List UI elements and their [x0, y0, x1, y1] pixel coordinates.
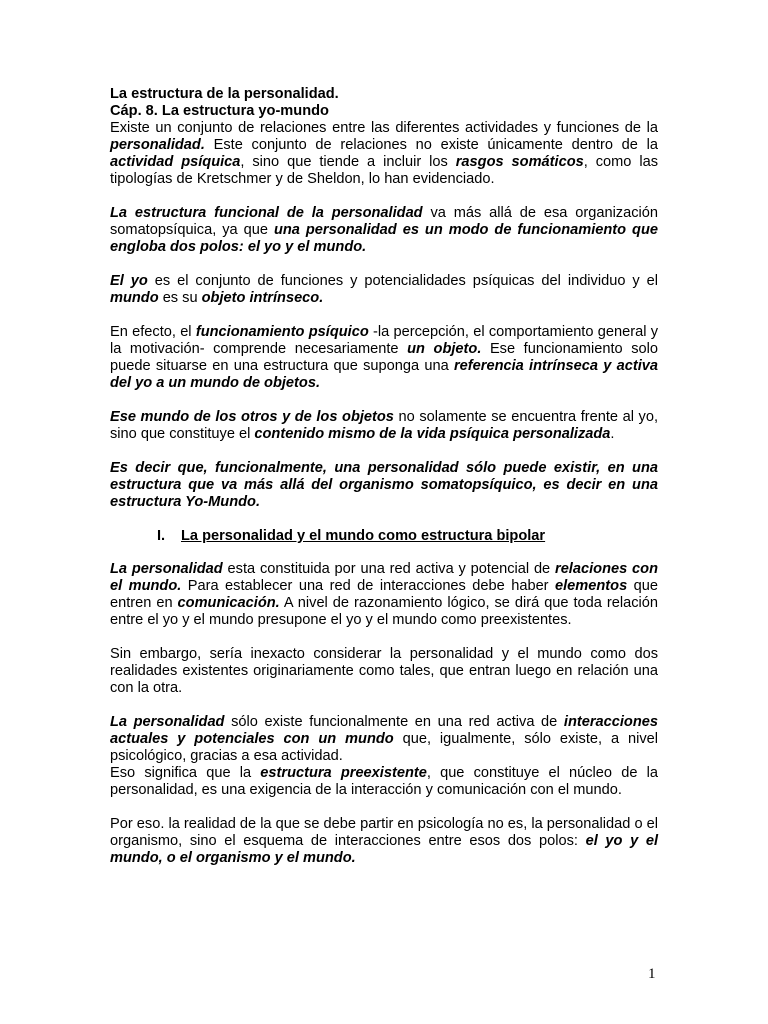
body-text: que, igualmente, sólo existe, a nivel psicológico, gracias a esa actividad.	[110, 731, 658, 764]
emphasis-text: una personalidad es un modo de funcionamiento que engloba dos polos: el yo y el mundo.	[110, 222, 658, 255]
paragraph	[110, 646, 658, 697]
body-text: que entren en	[110, 578, 658, 611]
emphasis-text: un objeto.	[407, 341, 482, 357]
paragraph	[110, 324, 658, 392]
emphasis-text: Ese mundo de los otros y de los objetos	[110, 409, 394, 425]
body-text: , como las tipologías de Kretschmer y de Sheldon, lo han evidenciado.	[110, 154, 658, 187]
paragraph	[110, 120, 658, 188]
intro-section	[110, 120, 658, 511]
body-text: va más allá de esa organización somatopsíquica, ya que	[110, 205, 658, 238]
body-text: A nivel de razonamiento lógico, se dirá que toda relación entre el yo y el mundo presupone el yo y el mundo como preexistentes.	[110, 595, 658, 628]
emphasis-text: funcionamiento psíquico	[195, 324, 369, 340]
emphasis-text: contenido mismo de la vida psíquica personalizada	[254, 426, 611, 442]
emphasis-text: comunicación.	[177, 595, 280, 611]
emphasis-text: objeto intrínseco.	[201, 290, 324, 306]
body-text: -la percepción, el comportamiento general y la motivación- comprende necesariamente	[110, 324, 658, 357]
emphasis-text: estructura preexistente	[260, 765, 427, 781]
paragraph	[110, 273, 658, 307]
paragraph	[110, 714, 658, 765]
paragraph	[110, 409, 658, 443]
body-text: Existe un conjunto de relaciones entre las diferentes actividades y funciones de la	[110, 120, 658, 136]
body-text: , que constituye el núcleo de la personalidad, es una exigencia de la interacción y comunicación con el mundo.	[110, 765, 658, 798]
emphasis-text: referencia intrínseca y activa del yo a un mundo de objetos.	[110, 358, 659, 391]
body-text: Por eso. la realidad de la que se debe partir en psicología no es, la personalidad o el organismo, sino el esquema de interacciones entre esos dos polos:	[110, 816, 658, 849]
emphasis-text: La personalidad	[110, 561, 223, 577]
paragraph	[110, 816, 658, 867]
emphasis-text: rasgos somáticos	[455, 154, 584, 170]
document-body	[110, 86, 658, 884]
body-text: Ese funcionamiento solo puede situarse en una estructura que suponga una	[110, 341, 659, 374]
emphasis-text: elementos	[555, 578, 628, 594]
emphasis-text: actividad psíquica	[110, 154, 241, 170]
paragraph	[110, 765, 658, 799]
body-text: Sin embargo, sería inexacto considerar la personalidad y el mundo como dos realidades existentes originariamente como tales, que entran luego en relación una con la otra.	[110, 646, 658, 696]
body-text: , sino que tiende a incluir los	[240, 154, 456, 170]
emphasis-text: La estructura funcional de la personalidad	[110, 205, 423, 221]
body-text: no solamente se encuentra frente al yo, sino que constituye el	[110, 409, 658, 442]
paragraph	[110, 460, 658, 511]
body-text: Eso significa que la	[110, 765, 261, 781]
section-title: La personalidad y el mundo como estructura bipolar	[181, 528, 546, 544]
emphasis-text: La personalidad	[110, 714, 225, 730]
section-body	[110, 561, 658, 867]
emphasis-text: personalidad.	[110, 137, 205, 153]
emphasis-text: El yo	[110, 273, 148, 289]
body-text: En efecto, el	[110, 324, 196, 340]
paragraph	[110, 561, 658, 629]
chapter-title: Cáp. 8. La estructura yo-mundo	[110, 103, 329, 119]
body-text: Para establecer una red de interacciones debe haber	[181, 578, 555, 594]
emphasis-text: Es decir que, funcionalmente, una personalidad sólo puede existir, en una estructura que va más allá del organismo somatopsíquico, es decir en una estructura Yo-Mundo.	[110, 460, 658, 510]
page-number: 1	[648, 966, 656, 982]
emphasis-text: relaciones con el mundo.	[110, 561, 658, 594]
section-number: I.	[157, 528, 166, 544]
section-heading	[110, 528, 658, 545]
body-text: sólo existe funcionalmente en una red activa de	[224, 714, 564, 730]
paragraph	[110, 205, 658, 256]
document-title: La estructura de la personalidad.	[110, 86, 339, 102]
body-text: es su	[158, 290, 202, 306]
emphasis-text: interacciones actuales y potenciales con un mundo	[110, 714, 658, 747]
body-text: es el conjunto de funciones y potencialidades psíquicas del individuo y el	[147, 273, 658, 289]
emphasis-text: el yo y el mundo, o el organismo y el mundo.	[110, 833, 658, 866]
body-text: .	[610, 426, 615, 442]
body-text: Este conjunto de relaciones no existe únicamente dentro de la	[204, 137, 658, 153]
emphasis-text: mundo	[110, 290, 159, 306]
body-text: esta constituida por una red activa y potencial de	[222, 561, 556, 577]
